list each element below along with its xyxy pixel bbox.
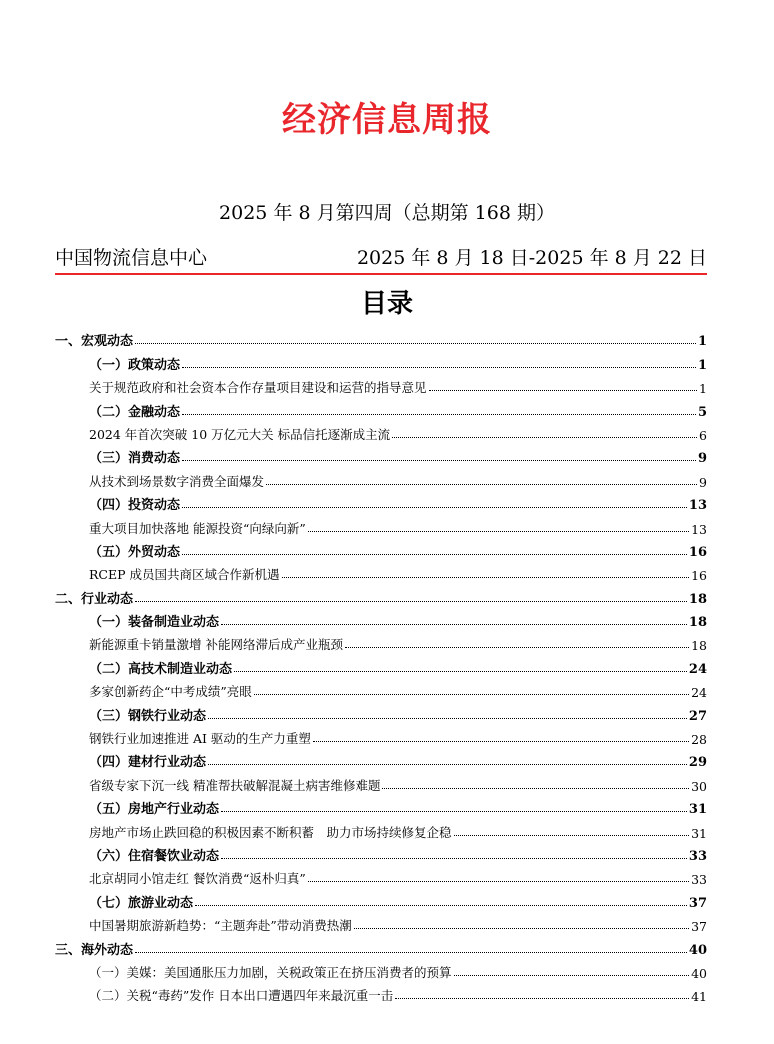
toc-entry-page: 37 — [691, 919, 707, 935]
toc-entry-title: 关于规范政府和社会资本合作存量项目建设和运营的指导意见 — [89, 380, 427, 396]
toc-entry[interactable] — [55, 607, 707, 630]
toc-entry-title: （四）建材行业动态 — [89, 755, 207, 771]
toc-entry-page: 9 — [697, 451, 707, 467]
toc-entry-title: 房地产市场止跌回稳的积极因素不断积蓄 助力市场持续修复企稳 — [89, 824, 452, 840]
toc-entry-page: 24 — [691, 685, 707, 701]
toc-entry-title: 三、海外动态 — [55, 942, 134, 958]
toc-entry-page: 13 — [688, 498, 707, 514]
toc-entry[interactable] — [55, 349, 707, 372]
toc-leader-dots — [208, 764, 687, 765]
toc-entry[interactable] — [55, 630, 707, 653]
toc-entry[interactable] — [55, 466, 707, 489]
toc-entry-page: 18 — [691, 638, 707, 654]
toc-leader-dots — [382, 788, 689, 789]
toc-entry[interactable] — [55, 700, 707, 723]
toc-entry[interactable] — [55, 513, 707, 536]
toc-entry-page: 13 — [691, 521, 707, 537]
toc-entry-title: 中国暑期旅游新趋势：“主题奔赴”带动消费热潮 — [89, 918, 352, 934]
toc-leader-dots — [208, 718, 687, 719]
toc-leader-dots — [354, 928, 689, 929]
toc-leader-dots — [182, 507, 687, 508]
toc-leader-dots — [313, 741, 689, 742]
organization: 中国物流信息中心 — [55, 247, 208, 269]
toc-leader-dots — [135, 601, 687, 602]
toc-entry[interactable] — [55, 887, 707, 910]
meta-row — [55, 243, 707, 275]
toc-entry-page: 33 — [688, 848, 707, 864]
issue-line: 2025 年 8 月第四周（总期第 168 期） — [219, 202, 555, 224]
toc-entry-title: （六）住宿餐饮业动态 — [89, 848, 220, 864]
toc-entry-page: 24 — [688, 661, 707, 677]
toc-leader-dots — [182, 367, 696, 368]
toc-entry-title: （一）装备制造业动态 — [89, 615, 220, 631]
toc-entry-title: 重大项目加快落地 能源投资“向绿向新” — [89, 520, 306, 536]
toc-entry-page: 31 — [691, 825, 707, 841]
toc-entry-page: 41 — [691, 989, 707, 1005]
toc-entry-page: 5 — [697, 404, 707, 420]
toc-leader-dots — [221, 624, 687, 625]
toc-entry-title: RCEP 成员国共商区域合作新机遇 — [89, 567, 280, 583]
toc-entry-page: 18 — [688, 591, 707, 607]
toc-entry-title: 钢铁行业加速推进 AI 驱动的生产力重塑 — [89, 731, 311, 747]
toc-leader-dots — [221, 811, 687, 812]
toc-entry-title: 新能源重卡销量激增 补能网络滞后成产业瓶颈 — [89, 637, 343, 653]
toc-entry-title: 多家创新药企“中考成绩”亮眼 — [89, 684, 252, 700]
toc-entry-page: 40 — [691, 965, 707, 981]
toc-leader-dots — [135, 952, 687, 953]
toc-entry-page: 16 — [688, 544, 707, 560]
toc-leader-dots — [234, 671, 687, 672]
toc-entry-page: 9 — [699, 474, 707, 490]
toc-entry-title: （一）政策动态 — [89, 357, 181, 373]
toc-entry[interactable] — [55, 560, 707, 583]
toc-entry[interactable] — [55, 911, 707, 934]
toc-entry-page: 31 — [688, 802, 707, 818]
toc-entry-title: （一）美媒：美国通胀压力加剧，关税政策正在挤压消费者的预算 — [89, 964, 452, 980]
toc-entry-title: （二）关税“毒药”发作 日本出口遭遇四年来最沉重一击 — [89, 988, 394, 1004]
toc-entry[interactable] — [55, 817, 707, 840]
table-of-contents — [55, 326, 707, 1004]
toc-leader-dots — [266, 484, 697, 485]
toc-entry[interactable] — [55, 747, 707, 770]
toc-entry[interactable] — [55, 677, 707, 700]
toc-entry-page: 18 — [688, 615, 707, 631]
toc-entry[interactable] — [55, 934, 707, 957]
toc-entry-page: 33 — [691, 872, 707, 888]
toc-entry-title: （三）消费动态 — [89, 451, 181, 467]
toc-entry-title: （三）钢铁行业动态 — [89, 708, 207, 724]
toc-entry-page: 27 — [688, 708, 707, 724]
toc-entry[interactable] — [55, 794, 707, 817]
toc-entry-title: 北京胡同小馆走红 餐饮消费“返朴归真” — [89, 871, 306, 887]
toc-entry-title: 从技术到场景数字消费全面爆发 — [89, 473, 265, 489]
toc-entry[interactable] — [55, 770, 707, 793]
toc-heading: 目录 — [360, 289, 413, 319]
toc-leader-dots — [454, 835, 690, 836]
toc-entry-page: 30 — [691, 778, 707, 794]
toc-entry[interactable] — [55, 373, 707, 396]
toc-entry[interactable] — [55, 653, 707, 676]
toc-entry[interactable] — [55, 583, 707, 606]
toc-entry-title: 省级专家下沉一线 精准帮扶破解混凝土病害维修难题 — [89, 777, 381, 793]
toc-leader-dots — [429, 390, 698, 391]
toc-leader-dots — [182, 414, 696, 415]
toc-leader-dots — [345, 647, 689, 648]
date-range: 2025 年 8 月 18 日-2025 年 8 月 22 日 — [356, 247, 707, 269]
toc-entry[interactable] — [55, 326, 707, 349]
toc-leader-dots — [392, 437, 697, 438]
toc-entry[interactable] — [55, 841, 707, 864]
toc-leader-dots — [221, 858, 687, 859]
toc-entry-page: 16 — [691, 568, 707, 584]
toc-entry-title: （七）旅游业动态 — [89, 895, 194, 911]
toc-entry-title: 一、宏观动态 — [55, 334, 134, 350]
toc-leader-dots — [282, 577, 690, 578]
toc-leader-dots — [254, 694, 689, 695]
toc-entry-title: （二）金融动态 — [89, 404, 181, 420]
toc-entry-page: 1 — [697, 357, 707, 373]
toc-entry-title: （五）外贸动态 — [89, 544, 181, 560]
toc-leader-dots — [135, 343, 696, 344]
toc-entry-title: （二）高技术制造业动态 — [89, 661, 233, 677]
toc-entry-title: 2024 年首次突破 10 万亿元大关 标品信托逐渐成主流 — [89, 426, 391, 442]
toc-entry[interactable] — [55, 443, 707, 466]
toc-leader-dots — [195, 905, 687, 906]
report-title: 经济信息周报 — [282, 100, 492, 140]
toc-entry-title: 二、行业动态 — [55, 591, 134, 607]
toc-entry-title: （五）房地产行业动态 — [89, 802, 220, 818]
toc-entry[interactable] — [55, 958, 707, 981]
toc-entry[interactable] — [55, 420, 707, 443]
toc-leader-dots — [395, 998, 689, 999]
toc-leader-dots — [308, 881, 689, 882]
toc-entry-page: 1 — [699, 381, 707, 397]
toc-entry[interactable] — [55, 490, 707, 513]
toc-entry-title: （四）投资动态 — [89, 498, 181, 514]
toc-leader-dots — [182, 460, 696, 461]
toc-entry-page: 29 — [688, 755, 707, 771]
toc-entry-page: 6 — [699, 427, 707, 443]
toc-leader-dots — [182, 554, 687, 555]
toc-entry[interactable] — [55, 396, 707, 419]
toc-entry-page: 28 — [691, 732, 707, 748]
toc-entry-page: 1 — [697, 334, 707, 350]
toc-entry[interactable] — [55, 724, 707, 747]
toc-entry[interactable] — [55, 981, 707, 1004]
toc-entry-page: 37 — [688, 895, 707, 911]
toc-entry-page: 40 — [688, 942, 707, 958]
toc-leader-dots — [454, 975, 690, 976]
toc-entry[interactable] — [55, 537, 707, 560]
toc-leader-dots — [308, 531, 689, 532]
toc-entry[interactable] — [55, 864, 707, 887]
